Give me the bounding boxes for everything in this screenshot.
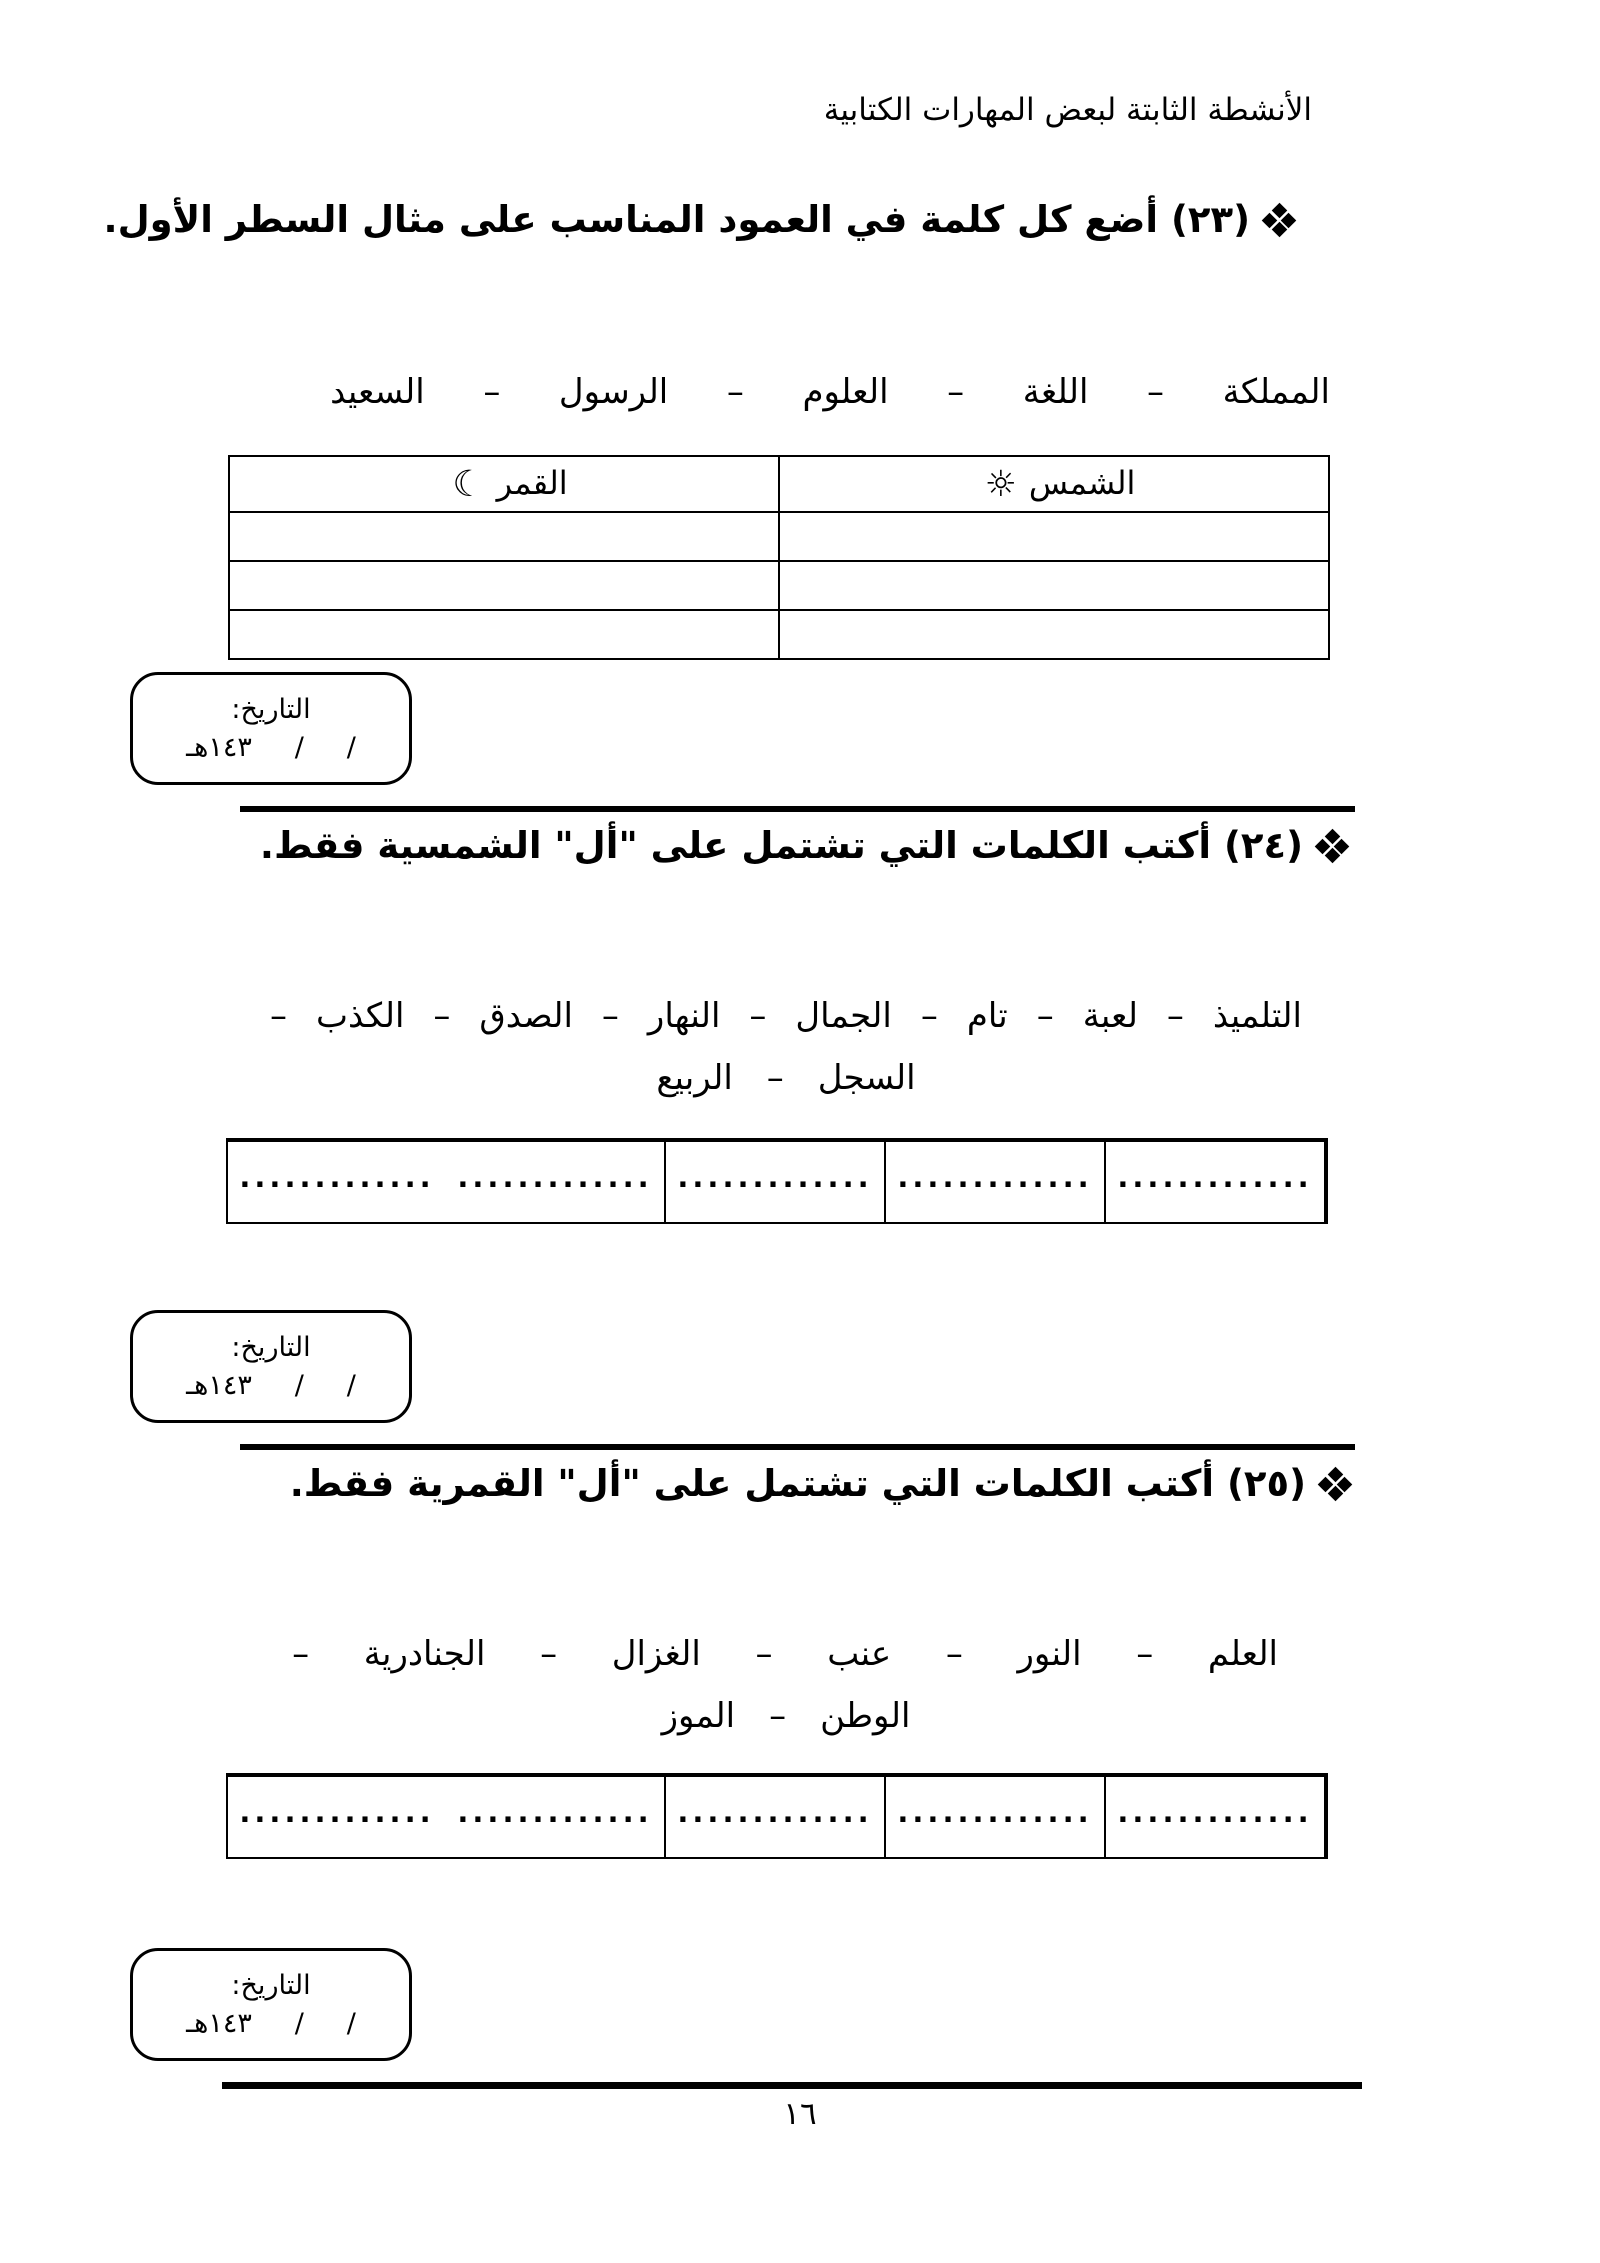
date-value: / / ١٤٣هـ xyxy=(186,731,356,763)
dotted-placeholder: ............. xyxy=(1117,1160,1313,1194)
word-bank-item: تام xyxy=(966,996,1008,1036)
word-bank-item: الموز xyxy=(661,1696,736,1736)
dash-separator: – xyxy=(766,1058,784,1098)
answer-cell xyxy=(886,1777,1106,1857)
moon-column-label: القمر xyxy=(496,463,568,502)
dash-separator: – xyxy=(483,372,501,412)
section-divider xyxy=(240,806,1355,812)
answer-cell xyxy=(666,1777,886,1857)
dash-separator: – xyxy=(755,1634,773,1674)
exercise-24-title: (٢٤) أكتب الكلمات التي تشتمل على "أل" الشمسية فقط. xyxy=(259,824,1303,867)
exercise-25-heading xyxy=(290,1462,1350,1505)
answer-cell xyxy=(1106,1142,1326,1222)
dash-separator: – xyxy=(945,1634,963,1674)
footer-rule xyxy=(222,2082,1362,2089)
sun-column-header xyxy=(779,456,1329,512)
date-box xyxy=(130,672,412,785)
date-value: / / ١٤٣هـ xyxy=(186,2007,356,2039)
empty-answer-cell xyxy=(229,561,779,610)
exercise-25-word-bank-line1 xyxy=(292,1634,1278,1674)
word-bank-item: السعيد xyxy=(330,372,425,412)
dash-separator: – xyxy=(292,1634,310,1674)
exercise-23-word-bank xyxy=(330,372,1330,412)
dotted-placeholder: ............. xyxy=(677,1160,873,1194)
answer-cell xyxy=(1106,1777,1326,1857)
sun-moon-sorting-table xyxy=(228,455,1330,660)
word-bank-item: عنب xyxy=(827,1634,892,1674)
table-row xyxy=(229,561,1329,610)
word-bank-item: المملكة xyxy=(1222,372,1330,412)
page-header: الأنشطة الثابتة لبعض المهارات الكتابية xyxy=(823,92,1312,128)
word-bank-item: الصدق xyxy=(479,996,573,1036)
date-label: التاريخ: xyxy=(231,1331,311,1363)
word-bank-item: العلوم xyxy=(802,372,889,412)
exercise-25-word-bank-line2 xyxy=(270,1696,1302,1736)
dotted-placeholder: ............. xyxy=(1117,1795,1313,1829)
four-diamond-bullet-icon xyxy=(1264,205,1294,235)
exercise-24-word-bank-line1 xyxy=(270,996,1302,1036)
word-bank-item: الغزال xyxy=(611,1634,701,1674)
word-bank-item: الرسول xyxy=(558,372,669,412)
exercise-24-heading xyxy=(260,824,1347,867)
empty-answer-cell xyxy=(779,512,1329,561)
word-bank-item: لعبة xyxy=(1082,996,1138,1036)
empty-answer-cell xyxy=(779,561,1329,610)
word-bank-item: الجمال xyxy=(795,996,892,1036)
dotted-placeholder: ............. xyxy=(239,1160,435,1194)
dash-separator: – xyxy=(433,996,451,1036)
word-bank-item: اللغة xyxy=(1022,372,1089,412)
four-diamond-bullet-icon xyxy=(1320,1469,1350,1499)
dotted-placeholder: ............. xyxy=(677,1795,873,1829)
dash-separator: – xyxy=(1166,996,1184,1036)
date-box xyxy=(130,1948,412,2061)
exercise-24-answer-strip xyxy=(226,1138,1328,1224)
date-label: التاريخ: xyxy=(231,1969,311,2001)
date-label: التاريخ: xyxy=(231,693,311,725)
dash-separator: – xyxy=(920,996,938,1036)
exercise-23-heading xyxy=(104,198,1294,241)
moon-icon: ☾ xyxy=(452,463,485,505)
sun-icon: ☼ xyxy=(984,463,1017,505)
answer-cell xyxy=(446,1777,666,1857)
answer-cell xyxy=(886,1142,1106,1222)
exercise-23-title: (٢٣) أضع كل كلمة في العمود المناسب على مثال السطر الأول. xyxy=(103,198,1250,241)
date-value: / / ١٤٣هـ xyxy=(186,1369,356,1401)
table-row xyxy=(229,610,1329,659)
word-bank-item: النهار xyxy=(647,996,721,1036)
dash-separator: – xyxy=(947,372,965,412)
table-header-row xyxy=(229,456,1329,512)
dash-separator: – xyxy=(1036,996,1054,1036)
section-divider xyxy=(240,1444,1355,1450)
answer-cell xyxy=(446,1142,666,1222)
answer-cell xyxy=(228,1777,446,1857)
word-bank-item: الربيع xyxy=(656,1058,733,1098)
dotted-placeholder: ............. xyxy=(239,1795,435,1829)
word-bank-item: العلم xyxy=(1207,1634,1278,1674)
exercise-24-word-bank-line2 xyxy=(270,1058,1302,1098)
page-number: ١٦ xyxy=(783,2096,817,2132)
empty-answer-cell xyxy=(229,610,779,659)
word-bank-item: التلميذ xyxy=(1212,996,1302,1036)
dash-separator: – xyxy=(1136,1634,1154,1674)
word-bank-item: السجل xyxy=(817,1058,916,1098)
dash-separator: – xyxy=(601,996,619,1036)
four-diamond-bullet-icon xyxy=(1317,831,1347,861)
moon-column-header xyxy=(229,456,779,512)
dotted-placeholder: ............. xyxy=(457,1795,653,1829)
table-row xyxy=(229,512,1329,561)
dash-separator: – xyxy=(749,996,767,1036)
dash-separator: – xyxy=(726,372,744,412)
dash-separator: – xyxy=(540,1634,558,1674)
word-bank-item: النور xyxy=(1017,1634,1082,1674)
answer-cell xyxy=(666,1142,886,1222)
empty-answer-cell xyxy=(229,512,779,561)
dash-separator: – xyxy=(769,1696,787,1736)
empty-answer-cell xyxy=(779,610,1329,659)
answer-cell xyxy=(228,1142,446,1222)
dash-separator: – xyxy=(270,996,288,1036)
word-bank-item: الكذب xyxy=(316,996,405,1036)
dotted-placeholder: ............. xyxy=(897,1160,1093,1194)
dotted-placeholder: ............. xyxy=(457,1160,653,1194)
word-bank-item: الوطن xyxy=(820,1696,911,1736)
exercise-25-title: (٢٥) أكتب الكلمات التي تشتمل على "أل" القمرية فقط. xyxy=(289,1462,1306,1505)
dash-separator: – xyxy=(1147,372,1165,412)
exercise-25-answer-strip xyxy=(226,1773,1328,1859)
sun-column-label: الشمس xyxy=(1028,463,1136,502)
date-box xyxy=(130,1310,412,1423)
dotted-placeholder: ............. xyxy=(897,1795,1093,1829)
word-bank-item: الجنادرية xyxy=(363,1634,486,1674)
